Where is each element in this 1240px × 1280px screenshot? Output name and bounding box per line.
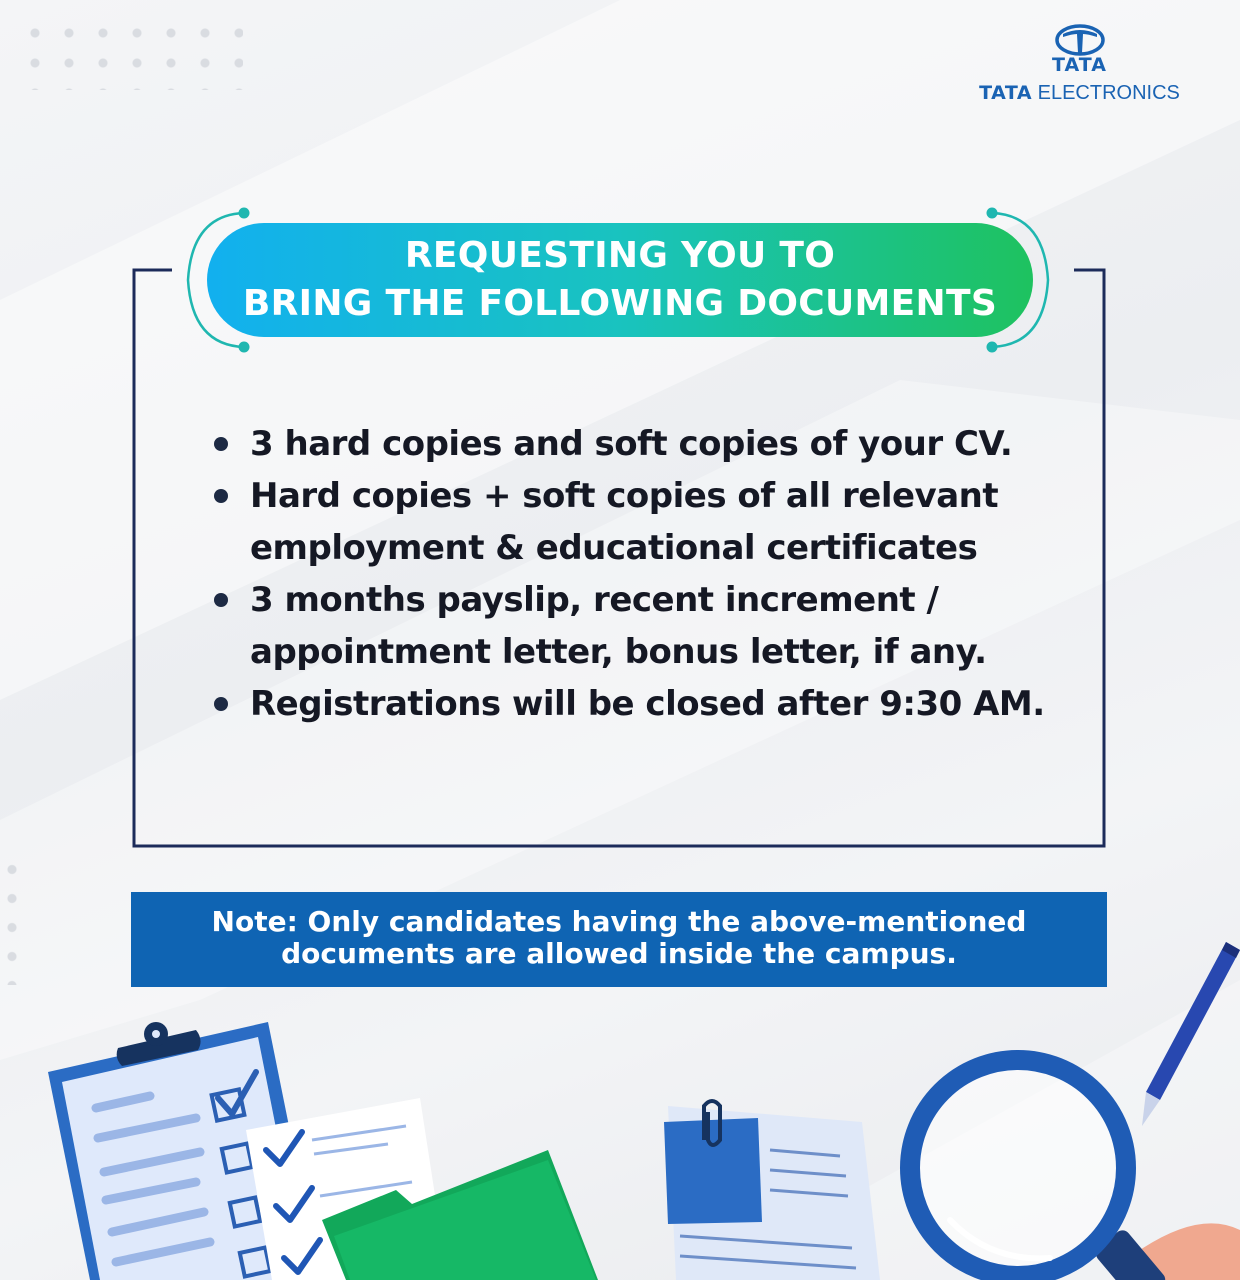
- documents-list: [210, 418, 1090, 730]
- documents-illustration: [0, 920, 1240, 1280]
- title-line-2: BRING THE FOLLOWING DOCUMENTS: [242, 283, 998, 324]
- decorative-dot-grid: [18, 18, 243, 90]
- list-item: 3 months payslip, recent increment / appointment letter, bonus letter, if any.: [210, 574, 1090, 678]
- bullet-icon: [214, 489, 228, 503]
- tata-wordmark: TATA: [1052, 54, 1107, 76]
- tata-electronics-wordmark: [977, 82, 1182, 105]
- magnifying-glass-icon: [910, 1060, 1240, 1280]
- title-line-1: REQUESTING YOU TO: [404, 235, 836, 276]
- bullet-icon: [214, 593, 228, 607]
- sub-brand-rest: ELECTRONICS: [1037, 82, 1180, 104]
- title-banner: [180, 205, 1060, 355]
- list-item: Hard copies + soft copies of all relevant employment & educational certificates: [210, 470, 1090, 574]
- note-line-1: Note: Only candidates having the above-mentioned: [211, 905, 1027, 938]
- sub-brand-bold: TATA: [979, 82, 1033, 104]
- pen-icon: [1142, 942, 1240, 1126]
- tata-electronics-logo: [977, 24, 1182, 105]
- list-item: 3 hard copies and soft copies of your CV.: [210, 418, 1090, 470]
- title-pill: [207, 223, 1033, 337]
- bullet-icon: [214, 697, 228, 711]
- tata-logo-icon: [1054, 24, 1106, 56]
- note-line-2: documents are allowed inside the campus.: [281, 937, 957, 970]
- paper-clip-document-icon: [664, 1101, 880, 1280]
- bullet-icon: [214, 437, 228, 451]
- list-item: Registrations will be closed after 9:30 AM.: [210, 678, 1090, 730]
